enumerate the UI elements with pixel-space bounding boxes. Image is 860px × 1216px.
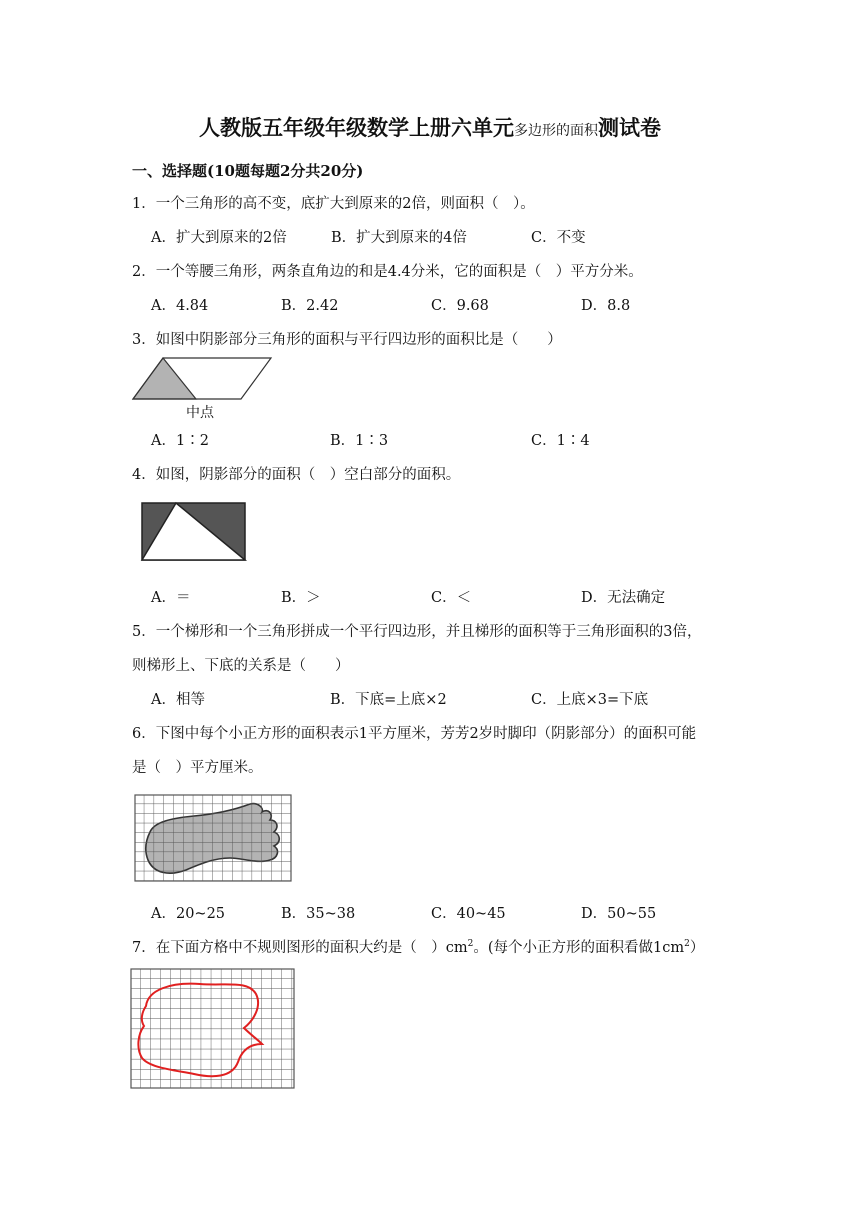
q6-option-c: C．40~45 [431,906,506,922]
grid-7 [131,969,294,1088]
q5-option-c: C．上底×3=下底 [531,692,649,708]
question-5-stem-line2: 则梯形上、下底的关系是（ ） [132,658,350,674]
q7-stem-part-b: 。(每个小正方形的面积看做1cm [473,940,685,956]
rectangle-figure [141,502,247,562]
question-6-stem-line1: 6．下图中每个小正方形的面积表示1平方厘米，芳芳2岁时脚印（阴影部分）的面积可能 [132,726,697,742]
q1-option-c: C．不变 [531,230,586,246]
question-1-stem: 1．一个三角形的高不变，底扩大到原来的2倍，则面积（ ）。 [132,196,535,212]
question-6-stem-line2: 是（ ）平方厘米。 [132,760,263,776]
q6-option-d: D．50~55 [581,906,657,922]
q4-option-d: D．无法确定 [581,590,666,606]
q6-option-b: B．35~38 [281,906,356,922]
title-small: 多边形的面积 [514,123,598,139]
q6-option-a: A．20~25 [151,906,226,922]
title-main-b: 测试卷 [598,116,661,140]
question-3-stem: 3．如图中阴影部分三角形的面积与平行四边形的面积比是（ ） [132,332,562,348]
q2-option-c: C．9.68 [431,298,489,314]
q1-option-b: B．扩大到原来的4倍 [331,230,467,246]
question-5-stem-line1: 5．一个梯形和一个三角形拼成一个平行四边形，并且梯形的面积等于三角形面积的3倍， [132,624,702,640]
q7-stem-part-c: ） [689,940,705,956]
q5-option-a: A．相等 [151,692,205,708]
irregular-shape-grid-figure [130,968,295,1089]
parallelogram-figure [130,356,275,404]
midpoint-label: 中点 [186,405,214,421]
q4-option-b: B．＞ [281,590,321,606]
section-heading: 一、选择题(10题每题2分共20分) [132,162,364,180]
q3-option-c: C．1∶4 [531,433,590,449]
question-2-stem: 2．一个等腰三角形，两条直角边的和是4.4分米，它的面积是（ ）平方分米。 [132,264,643,280]
q4-option-c: C．＜ [431,590,472,606]
q7-stem-part-a: 7．在下面方格中不规则图形的面积大约是（ ）cm [132,940,468,956]
footprint-grid-figure [134,794,292,882]
q1-option-a: A．扩大到原来的2倍 [151,230,287,246]
q2-option-a: A．4.84 [151,298,209,314]
page-title [0,112,860,142]
shaded-triangle [133,358,196,399]
q5-option-b: B．下底=上底×2 [330,692,447,708]
q3-option-a: A．1∶2 [151,433,209,449]
q3-option-b: B．1∶3 [330,433,389,449]
question-4-stem: 4．如图，阴影部分的面积（ ）空白部分的面积。 [132,467,461,483]
q2-option-d: D．8.8 [581,298,631,314]
q7-superscript-1: 2 [467,939,474,950]
grid-6 [135,795,291,881]
q4-option-a: A．＝ [151,590,191,606]
title-main-a: 人教版五年级年级数学上册六单元 [199,116,514,140]
q7-superscript-2: 2 [684,939,690,950]
question-7-stem [132,936,704,957]
q2-option-b: B．2.42 [281,298,339,314]
